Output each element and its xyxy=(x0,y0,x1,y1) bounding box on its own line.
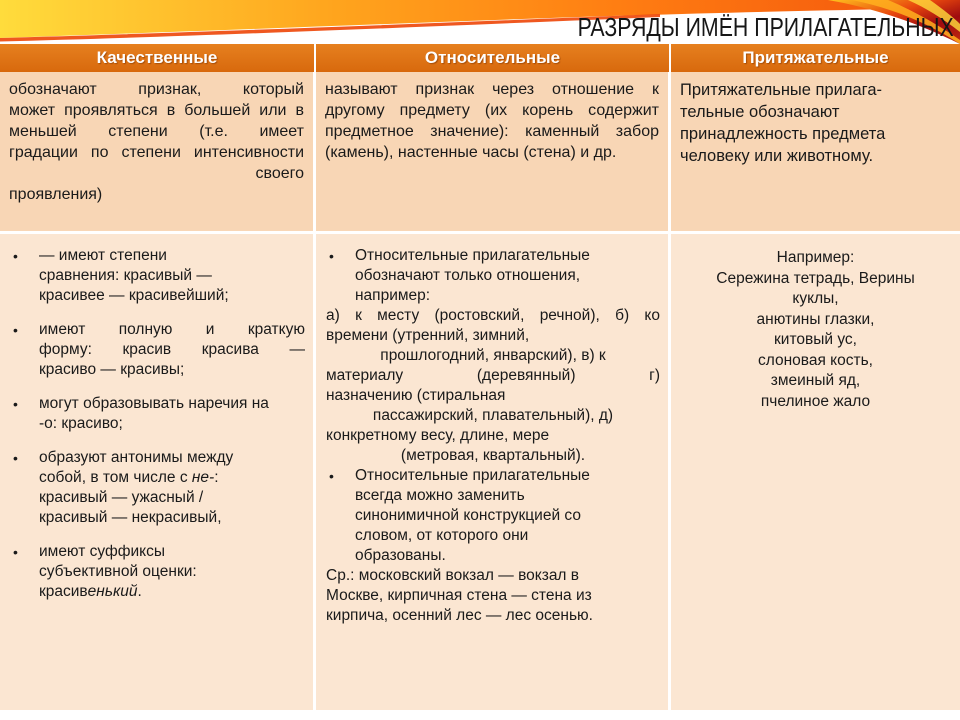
text-line: Например: xyxy=(776,249,855,266)
bullet-text xyxy=(355,466,660,566)
relative-examples xyxy=(324,306,660,466)
text-line: а) к месту (ростовский, речной), б) ко xyxy=(326,307,660,324)
bullet-icon: • xyxy=(329,468,334,484)
text-line: Ср.: московский вокзал — вокзал в xyxy=(326,567,580,584)
text-line: прошлогодний, январский), в) к xyxy=(380,347,606,364)
text-line: (метровая, квартальный). xyxy=(400,447,586,464)
text-run: : xyxy=(214,469,219,486)
text-line: красиво — красивы; xyxy=(39,361,185,378)
column-header-possessive: Притяжательные xyxy=(671,44,960,72)
text-line: Москве, кирпичная стена — стена из xyxy=(326,587,592,604)
text-line: китовый ус, xyxy=(774,331,857,348)
text-line: проявления) xyxy=(9,186,103,203)
text-line: Относительные прилагательные xyxy=(355,247,590,264)
bullet-item xyxy=(8,394,305,434)
text-line: синонимичной конструкцией со xyxy=(355,507,581,524)
banner-decoration xyxy=(0,0,960,44)
text-line: красивый — некрасивый, xyxy=(39,509,222,526)
text-line: имеют полную и краткую xyxy=(39,321,305,338)
italic-run: енький xyxy=(87,583,138,600)
text-line: пчелиное жало xyxy=(760,392,871,410)
bullet-text xyxy=(39,448,305,528)
text-line: могут образовывать наречия на xyxy=(39,395,269,412)
text-run: . xyxy=(137,583,142,600)
bullet-icon: • xyxy=(329,248,334,264)
bullet-icon: • xyxy=(13,450,18,466)
text-line: Сережина тетрадь, Верины xyxy=(716,269,915,287)
bullet-item xyxy=(8,246,305,306)
bullet-icon: • xyxy=(13,248,18,264)
text-line: имеют суффиксы xyxy=(39,543,165,560)
text-line: называют признак через отношение к xyxy=(325,81,659,98)
detail-cell-relative xyxy=(316,234,671,710)
text-line: кирпича, осенний лес — лес осенью. xyxy=(326,607,593,624)
definition-cell-possessive xyxy=(671,72,960,234)
adjective-categories-table xyxy=(0,44,960,710)
bullet-text xyxy=(39,542,305,602)
text-line: предметное значение): каменный забор xyxy=(325,123,659,140)
text-line: словом, от которого они xyxy=(355,527,529,544)
text-line: времени (утренний, зимний, xyxy=(326,327,530,344)
text-line: красивый — ужасный / xyxy=(39,489,204,506)
text-line: образованы. xyxy=(355,547,446,564)
text-line: -о: красиво; xyxy=(39,415,123,432)
text-line: куклы, xyxy=(792,290,839,307)
text-line: например: xyxy=(355,287,431,304)
text-line: другому предмету (их корень содержит xyxy=(325,102,659,119)
bullet-text xyxy=(39,320,305,380)
bullet-icon: • xyxy=(13,544,18,560)
text-line: всегда можно заменить xyxy=(355,487,525,504)
definition-cell-qualitative xyxy=(0,72,316,234)
bullet-text xyxy=(355,246,660,306)
bullet-item xyxy=(8,448,305,528)
column-header-qualitative: Качественные xyxy=(0,44,316,72)
detail-cell-possessive xyxy=(671,234,960,710)
text-line: сравнения: красивый — xyxy=(39,267,212,284)
text-line: обозначают признак, который xyxy=(9,81,304,98)
detail-cell-qualitative xyxy=(0,234,316,710)
text-line: принадлежность предмета xyxy=(680,125,886,143)
bullet-icon: • xyxy=(13,322,18,338)
text-line: (камень), настенные часы (стена) и др. xyxy=(325,144,617,161)
text-line: субъективной оценки: xyxy=(39,563,197,580)
text-line: материалу (деревянный) г) xyxy=(326,367,660,384)
text-line: слоновая кость, xyxy=(758,351,873,369)
bullet-text xyxy=(39,394,305,434)
text-run: красив xyxy=(39,583,88,600)
comparison-note xyxy=(324,566,660,626)
bullet-icon: • xyxy=(13,396,18,412)
text-line xyxy=(39,582,305,602)
bullet-item xyxy=(324,466,660,566)
text-line: человеку или животному. xyxy=(680,147,874,165)
text-line: — имеют степени xyxy=(39,247,167,264)
text-line: градации по степени интенсивности xyxy=(9,144,304,161)
bullet-item xyxy=(8,542,305,602)
column-header-relative: Относительные xyxy=(316,44,671,72)
text-line: может проявляться в большей или в xyxy=(9,102,304,119)
definition-cell-relative xyxy=(316,72,671,234)
page-title: РАЗРЯДЫ ИМЁН ПРИЛАГАТЕЛЬНЫХ xyxy=(577,12,954,42)
italic-run: не- xyxy=(191,469,215,486)
bullet-item xyxy=(8,320,305,380)
text-line: тельные обозначают xyxy=(680,103,840,121)
text-line xyxy=(39,468,305,488)
text-line: Относительные прилагательные xyxy=(355,467,590,484)
text-line: красивее — красивейший; xyxy=(39,287,229,304)
text-run: собой, в том числе с xyxy=(39,469,192,486)
text-line: пассажирский, плавательный), д) xyxy=(372,407,614,424)
text-line: своего xyxy=(255,165,304,182)
text-line: меньшей степени (т.е. имеет xyxy=(9,123,304,140)
text-line: Притяжательные прилага- xyxy=(680,81,883,99)
text-line: образуют антонимы между xyxy=(39,449,234,466)
possessive-examples xyxy=(679,246,952,412)
text-line: змеиный яд, xyxy=(770,372,861,389)
bullet-item xyxy=(324,246,660,306)
text-line: форму: красив красива — xyxy=(39,341,305,358)
text-line: назначению (стиральная xyxy=(326,387,506,404)
text-line: обозначают только отношения, xyxy=(355,267,581,284)
text-line: конкретному весу, длине, мере xyxy=(326,427,550,444)
bullet-text xyxy=(39,246,305,306)
text-line: анютины глазки, xyxy=(756,310,875,328)
